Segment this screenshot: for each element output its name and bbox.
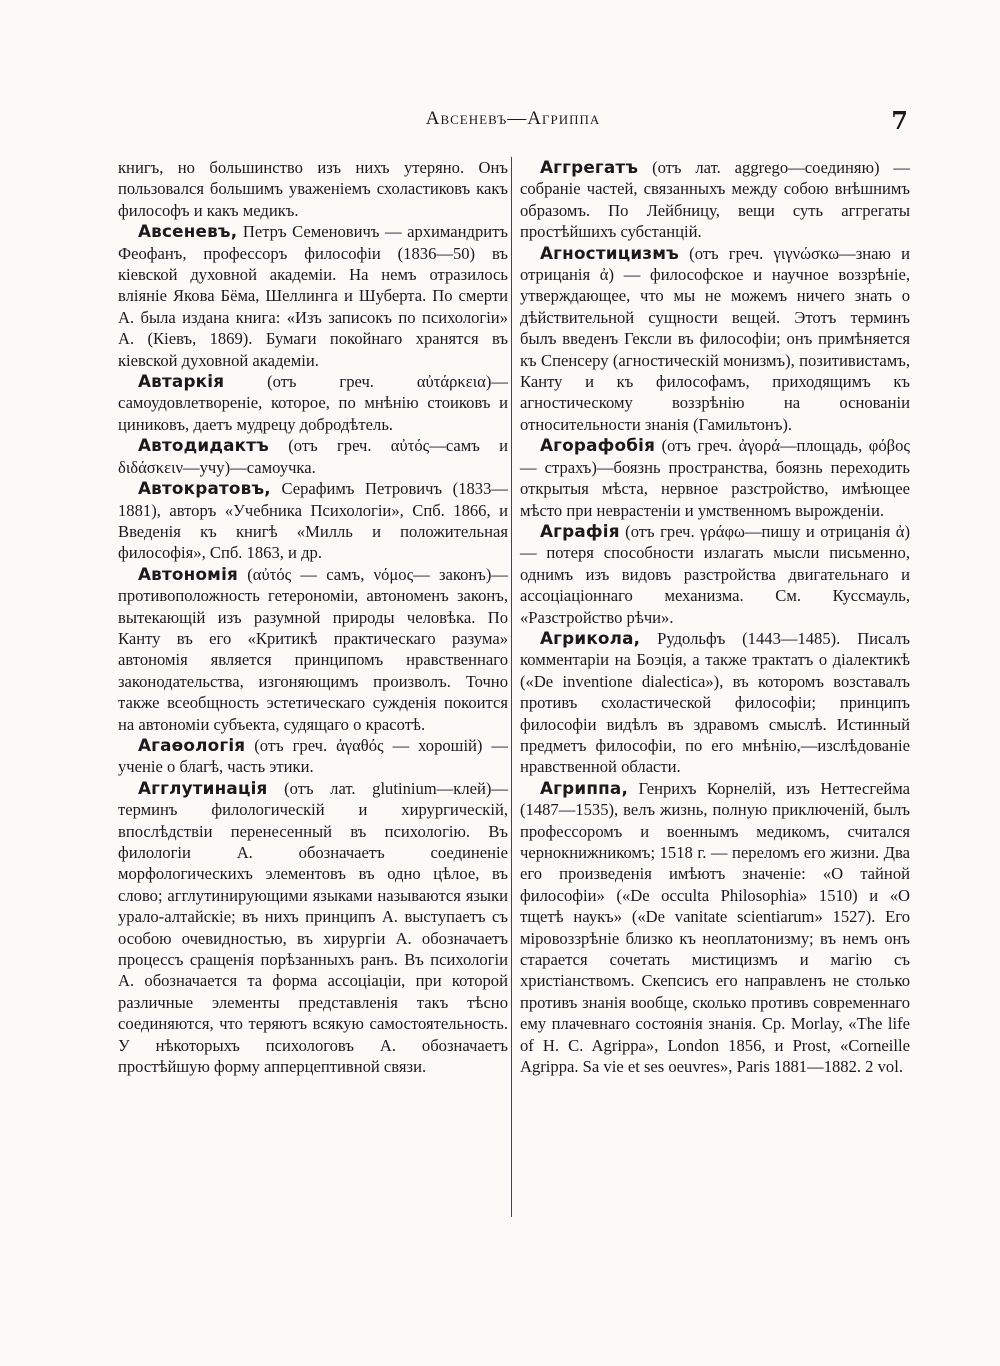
entry-text: книгъ, но большинство изъ нихъ утеряно. Онъ пользовался большимъ уваженіемъ схоластиковъ какъ философъ и какъ медикъ. — [118, 158, 508, 220]
page-header — [118, 108, 908, 138]
entry-text: Серафимъ Петровичъ (1833—1881), авторъ «Учебника Психологіи», Спб. 1866, и Введенія къ книгѣ «Милль и положительная философія», Спб. 1863, и др. — [118, 479, 508, 563]
entry-agrafiya — [520, 521, 910, 628]
entry-text: (αὐτός — самъ, νόμος— законъ)—противоположность гетерономіи, автономенъ законъ, вытекающій изъ разумной природы человѣка. По Канту въ его «Критикѣ практическаго разума» автономія является принципомъ нравственнаго законодательства, изгоняющимъ произволъ. Точно также всеобщность эстетическаго сужденія покоится на автономіи субъекта, судящаго о красотѣ. — [118, 564, 508, 734]
entry-agnostitsizm — [520, 243, 910, 436]
entry-agglutinatsiya — [118, 778, 508, 1078]
entry-text: (отъ греч. γιγνώσκω—знаю и отрицанія ἀ) — философское и научное воззрѣніе, утверждающее, что мы не можемъ ничего знать о дѣйствительной сущности вещей. Этотъ терминъ былъ введенъ Гексли въ философіи; онъ примѣняется къ Спенсеру (агностическій монизмъ), позитивистамъ, Канту и къ философамъ, приходящимъ къ агностическому воззрѣнію на основаніи относительности знанія (Гамильтонъ). — [520, 243, 910, 434]
entry-text: (отъ греч. αὐτάρκεια)—самоудовлетвореніе, которое, по мнѣнію стоиковъ и циниковъ, даетъ мудрецу добродѣтель. — [118, 372, 508, 434]
entry-avtonomiya — [118, 564, 508, 735]
entry-agathologiya — [118, 735, 508, 778]
entry-headword: Аггрегатъ — [540, 157, 639, 177]
page-number: 7 — [891, 106, 908, 135]
running-title: Авсеневъ—Агриппа — [425, 108, 601, 129]
entry-headword: Агрикола, — [540, 627, 641, 648]
entry-headword: Аграфія — [540, 520, 620, 541]
entry-text: (отъ греч. αὐτός—самъ и διδάσκειν—учу)—самоучка. — [118, 436, 508, 477]
entry-avtokratov — [118, 478, 508, 564]
entry-headword: Автаркія — [138, 371, 225, 392]
entry-continuation — [118, 157, 508, 221]
entry-text: (отъ лат. aggrego—соединяю) — собраніе частей, связанныхъ между собою внѣшнимъ образомъ. По Лейбницу, вещи суть аггрегаты простѣйшихъ субстанцій. — [520, 158, 910, 242]
entry-text: Рудольфъ (1443—1485). Писалъ комментаріи на Боэція, а также трактатъ о діалектикѣ («De inventione dialectica»), въ которомъ возставалъ противъ схоластической философіи; принципъ философіи видѣлъ въ здравомъ смыслѣ. Истинный предметъ философіи, по его мнѣнію,—изслѣдованіе нравственной области. — [520, 628, 910, 777]
entry-headword: Автодидактъ — [138, 435, 269, 456]
entry-avtarkiya — [118, 371, 508, 435]
entry-headword: Агностицизмъ — [540, 242, 679, 263]
left-column — [118, 157, 508, 1077]
entry-avtodidakt — [118, 435, 508, 478]
entry-text: Петръ Семеновичъ — архимандритъ Феофанъ, профессоръ философіи (1836—50) въ кіевской духовной академіи. На немъ отразилось вліяніе Якова Бёма, Шеллинга и Шуберта. По смерти А. была издана книга: «Изъ записокъ по психологіи» А. (Кіевъ, 1869). Бумаги покойнаго хранятся въ кіевской духовной академіи. — [118, 222, 508, 370]
column-divider — [511, 157, 512, 1217]
entry-text: (отъ греч. γράφω—пишу и отрицанія ἀ) — потеря способности излагать мысли письменно, однимъ изъ видовъ разстройства двигательнаго и ассоціаціоннаго механизма. См. Куссмауль, «Разстройство рѣчи». — [520, 521, 911, 627]
entry-agrikola — [520, 628, 910, 778]
entry-headword: Автократовъ, — [138, 478, 271, 499]
entry-text: Генрихъ Корнелій, изъ Неттесгейма (1487—1535), велъ жизнь, полную приключеній, былъ профессоромъ и военнымъ медикомъ, считался чернокнижникомъ; 1518 г. — переломъ его жизни. Два его произведенія имѣютъ значеніе: «О тайной философіи» («De occulta Philosophia» 1510) и «О тщетѣ наукъ» («De vanitate scientiarum» 1527). Его міровоззрѣніе близко къ неоплатонизму; въ немъ онъ старается сочетать мистицизмъ и магію съ христіанствомъ. Скепсисъ его направленъ не столько противъ знанія вообще, сколько противъ современнаго ему плачевнаго состоянія знанія. Ср. Morlay, «The life of H. C. Agrippa», London 1856, и Prost, «Corneille Agrippa. Sa vie et ses oeuvres», Paris 1881—1882. 2 vol. — [520, 778, 910, 1077]
entry-agorafobiya — [520, 435, 910, 521]
entry-headword: Агаѳологія — [138, 734, 246, 755]
entry-aggregat — [520, 157, 910, 243]
entry-headword: Агриппа, — [540, 777, 629, 798]
entry-text: (отъ греч. ἀγαθός — хорошій) — ученіе о благѣ, часть этики. — [118, 735, 508, 777]
entry-text: (отъ лат. glutinium—клей)—терминъ филологическій и хирургическій, впослѣдствіи перенесенный въ психологію. Въ филологіи А. обозначаетъ соединеніе морфологическихъ элементовъ въ одно цѣлое, въ слово; агглутинирующими языками называются языки урало-алтайскіе; въ нихъ принципъ А. выступаетъ съ особою очевидностью, въ хирургіи А. обозначаетъ процессъ сращенія порѣзанныхъ ранъ. Въ психологіи А. обозначается та форма ассоціаціи, при которой различные элементы представленія такъ тѣсно соединяются, что теряютъ всякую самостоятельность. У нѣкоторыхъ психологовъ А. обозначаетъ простѣйшую форму апперцептивной связи. — [118, 778, 508, 1077]
entry-headword: Агорафобія — [540, 435, 656, 456]
right-column — [520, 157, 910, 1077]
entry-headword: Агглутинація — [138, 777, 268, 798]
entry-headword: Автономія — [138, 563, 239, 584]
entry-text: (отъ греч. ἀγορά—площадь, φόβος — страхъ)—боязнь пространства, боязнь переходить открытыя мѣста, нервное разстройство, имѣющее мѣсто при неврастеніи и умственномъ вырожденіи. — [520, 436, 910, 520]
entry-headword: Авсеневъ, — [138, 221, 238, 242]
entry-agrippa — [520, 778, 910, 1078]
entry-avsenev — [118, 221, 508, 371]
